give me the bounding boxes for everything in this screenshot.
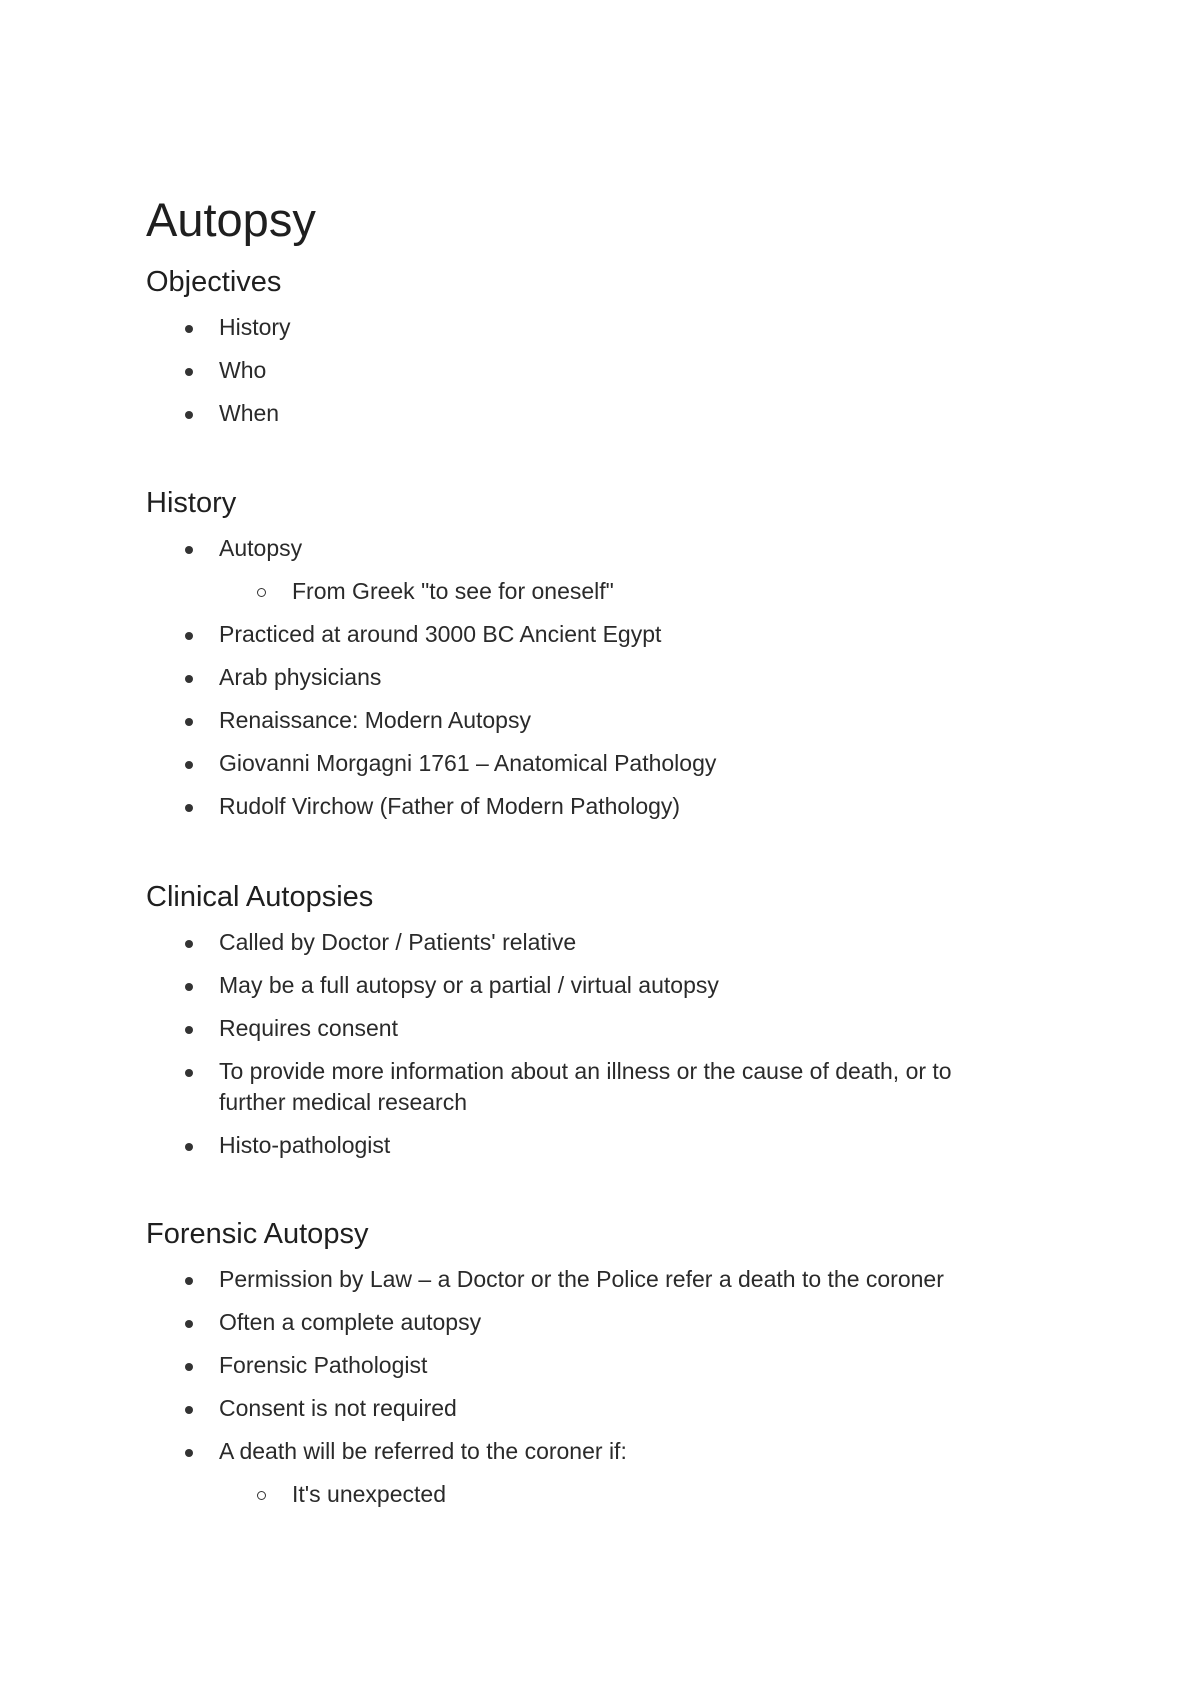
list-item-text: Consent is not required bbox=[219, 1395, 457, 1421]
bullet-icon bbox=[185, 940, 193, 948]
list-item-text: May be a full autopsy or a partial / virtual autopsy bbox=[219, 972, 719, 998]
bullet-icon bbox=[185, 1143, 193, 1151]
list-item bbox=[219, 1056, 1019, 1118]
bullet-icon bbox=[185, 632, 193, 640]
list-item bbox=[219, 398, 1019, 429]
bullet-icon bbox=[185, 804, 193, 812]
hollow-bullet-icon bbox=[257, 588, 266, 597]
list-item bbox=[219, 533, 1019, 564]
bullet-icon bbox=[185, 1069, 193, 1077]
list-item-text: Permission by Law – a Doctor or the Police refer a death to the coroner bbox=[219, 1266, 944, 1292]
section-heading-history: History bbox=[146, 487, 237, 519]
document-title: Autopsy bbox=[146, 193, 316, 246]
list-item bbox=[219, 1307, 1019, 1338]
bullet-icon bbox=[185, 718, 193, 726]
sub-list-item-text: From Greek "to see for oneself" bbox=[292, 578, 614, 604]
list-item-text: When bbox=[219, 400, 280, 426]
list-item-text: A death will be referred to the coroner if: bbox=[219, 1438, 627, 1464]
section-heading-forensic-autopsy: Forensic Autopsy bbox=[146, 1218, 369, 1250]
sub-list-item-text: It's unexpected bbox=[292, 1481, 446, 1507]
sub-list-item bbox=[292, 1479, 1052, 1510]
hollow-bullet-icon bbox=[257, 1491, 266, 1500]
bullet-icon bbox=[185, 1277, 193, 1285]
list-item bbox=[219, 619, 1019, 650]
bullet-icon bbox=[185, 675, 193, 683]
list-item-text: Arab physicians bbox=[219, 664, 382, 690]
list-item-text: To provide more information about an illness or the cause of death, or to further medical research bbox=[219, 1058, 952, 1115]
list-item-text: Renaissance: Modern Autopsy bbox=[219, 707, 531, 733]
list-item bbox=[219, 355, 1019, 386]
list-item-text: Autopsy bbox=[219, 535, 303, 561]
list-item-text: Giovanni Morgagni 1761 – Anatomical Pathology bbox=[219, 750, 717, 776]
list-item bbox=[219, 705, 1019, 736]
list-item-text: Practiced at around 3000 BC Ancient Egypt bbox=[219, 621, 662, 647]
list-item bbox=[219, 1130, 1019, 1161]
bullet-icon bbox=[185, 1363, 193, 1371]
list-item bbox=[219, 1436, 1019, 1467]
bullet-icon bbox=[185, 1026, 193, 1034]
list-item-text: Requires consent bbox=[219, 1015, 398, 1041]
list-item-text: Often a complete autopsy bbox=[219, 1309, 482, 1335]
list-item bbox=[219, 662, 1019, 693]
list-item-text: Who bbox=[219, 357, 267, 383]
list-item-text: Rudolf Virchow (Father of Modern Pathology) bbox=[219, 793, 681, 819]
list-item-text: Called by Doctor / Patients' relative bbox=[219, 929, 577, 955]
list-item bbox=[219, 927, 1019, 958]
section-heading-objectives: Objectives bbox=[146, 266, 282, 298]
list-item bbox=[219, 748, 1019, 779]
bullet-icon bbox=[185, 368, 193, 376]
list-item-text: History bbox=[219, 314, 291, 340]
sub-list-item bbox=[292, 576, 1052, 607]
bullet-icon bbox=[185, 1320, 193, 1328]
bullet-icon bbox=[185, 1449, 193, 1457]
bullet-icon bbox=[185, 411, 193, 419]
list-item-text: Histo-pathologist bbox=[219, 1132, 391, 1158]
list-item bbox=[219, 312, 1019, 343]
list-item bbox=[219, 970, 1019, 1001]
bullet-icon bbox=[185, 983, 193, 991]
list-item bbox=[219, 1264, 1019, 1295]
list-item bbox=[219, 1013, 1019, 1044]
list-item-text: Forensic Pathologist bbox=[219, 1352, 428, 1378]
bullet-icon bbox=[185, 1406, 193, 1414]
list-item bbox=[219, 791, 1019, 822]
bullet-icon bbox=[185, 546, 193, 554]
bullet-icon bbox=[185, 761, 193, 769]
bullet-icon bbox=[185, 325, 193, 333]
list-item bbox=[219, 1350, 1019, 1381]
section-heading-clinical-autopsies: Clinical Autopsies bbox=[146, 881, 374, 913]
list-item bbox=[219, 1393, 1019, 1424]
